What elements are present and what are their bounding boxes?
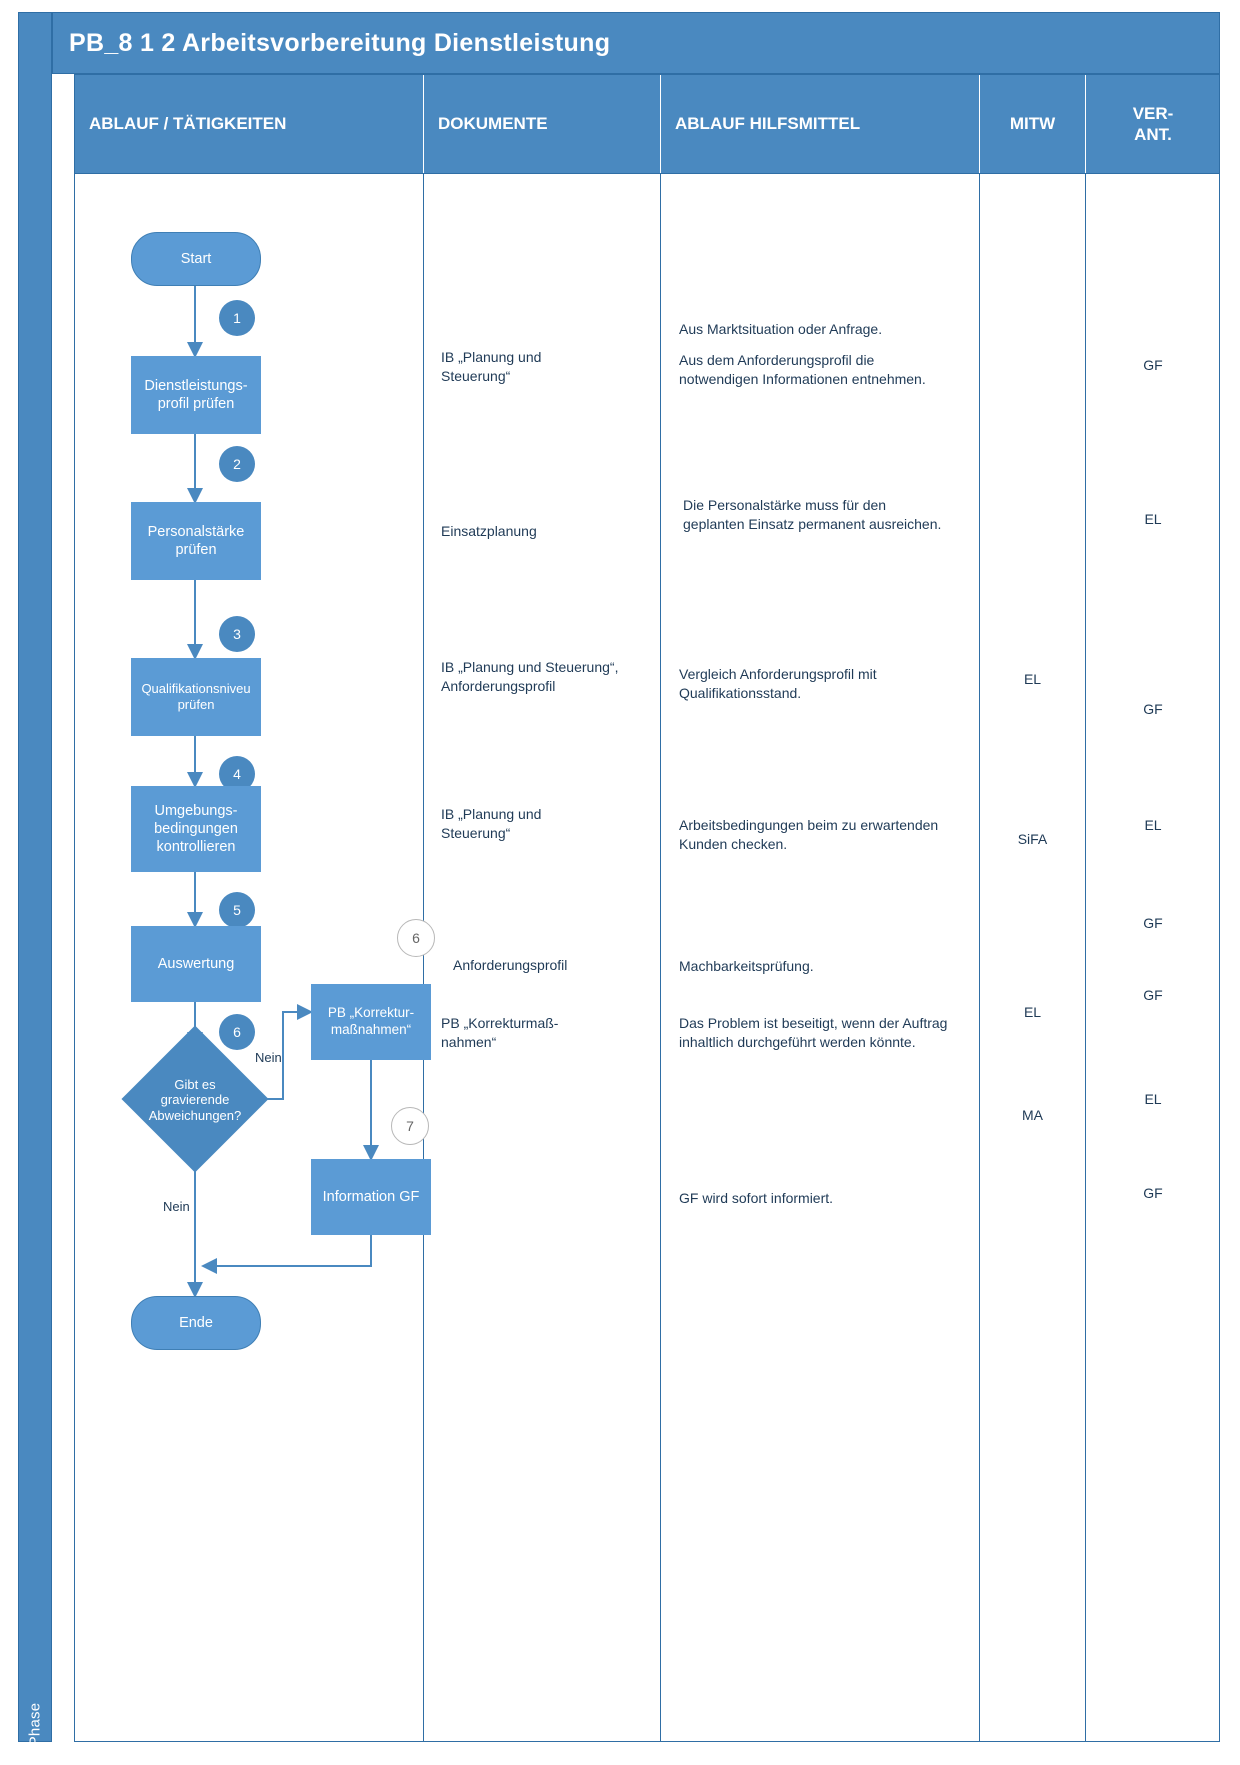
dokumente-cell-6-line1: PB „Korrekturmaß- (441, 1015, 559, 1031)
mitw-cell-6: EL (1023, 1004, 1042, 1020)
flow-node-information-gf[interactable]: Information GF (311, 1159, 431, 1235)
dokumente-cell-4-line2: Steuerung“ (441, 824, 511, 841)
column-header-verant-line1: VER- (1132, 103, 1174, 123)
hilfsmittel-cell-5: Machbarkeitsprüfung. (679, 958, 814, 974)
mitw-cell-4: SiFA (1017, 831, 1048, 847)
dokumente-cell-3-line2: Anforderungsprofil (441, 677, 556, 694)
dokumente-cell-4 (441, 805, 641, 843)
column-header-dokumente: DOKUMENTE (438, 114, 548, 133)
diagram-page (18, 12, 1220, 1747)
flow-node-line-1: PB „Korrektur- (327, 1005, 415, 1021)
dokumente-cell-1-line1: IB „Planung und (441, 349, 542, 365)
column-header-verant (1086, 75, 1220, 173)
flow-node-line-1: Personalstärke (147, 523, 245, 540)
flow-decision-line-1: Gibt es (174, 1076, 216, 1092)
flow-node-line-2: maßnahmen“ (330, 1022, 412, 1037)
hilfsmittel-cell-3: Vergleich Anforderungsprofil mit Qualifikationsstand. (679, 666, 877, 701)
column-divider-4 (1085, 174, 1086, 1741)
verant-cell-1: GF (1143, 357, 1163, 373)
verant-cell-7: GF (1143, 1185, 1163, 1201)
hilfsmittel-cell-1b: Aus dem Anforderungsprofil die notwendigen Informationen entnehmen. (679, 352, 926, 387)
phase-band (18, 12, 52, 1747)
edge-label-nein-bottom: Nein (163, 1199, 190, 1214)
hilfsmittel-cell-1a: Aus Marktsituation oder Anfrage. (679, 321, 883, 337)
dokumente-cell-1-line2: Steuerung“ (441, 367, 511, 384)
verant-cell-2: EL (1144, 511, 1162, 527)
step-badge-4: 4 (219, 756, 255, 792)
flow-node-line-2: prüfen (177, 697, 215, 712)
hilfsmittel-cell-6: Das Problem ist beseitigt, wenn der Auftrag inhaltlich durchgeführt werden könnte. (679, 1015, 948, 1050)
flow-decision-line-3: Abweichungen? (148, 1107, 242, 1123)
document-title-bar (52, 12, 1220, 74)
dokumente-cell-3 (441, 658, 651, 696)
dokumente-cell-6-line2: nahmen“ (441, 1033, 497, 1050)
verant-cell-6: GF (1143, 987, 1163, 1003)
verant-cell-4: EL (1144, 817, 1162, 833)
flow-node-personalstaerke-pruefen[interactable] (131, 502, 261, 580)
diagram-body (74, 174, 1220, 1742)
flow-node-line-1: Qualifikationsniveu (141, 680, 251, 696)
step-badge-6-hollow: 6 (397, 919, 435, 957)
step-badge-6: 6 (219, 1014, 255, 1050)
column-header-mitw: MITW (1009, 114, 1056, 133)
flow-node-pb-korrekturmassnahmen[interactable] (311, 984, 431, 1060)
column-header-ablauf: ABLAUF / TÄTIGKEITEN (89, 114, 287, 133)
flow-node-line-2: profil prüfen (157, 396, 235, 412)
phase-label: Phase (26, 1702, 44, 1747)
flow-node-line-2: bedingungen (154, 820, 238, 837)
step-badge-7-hollow: 7 (391, 1107, 429, 1145)
column-divider-2 (660, 174, 661, 1741)
flow-node-dienstleistungsprofil-pruefen[interactable] (131, 356, 261, 434)
flow-node-ende[interactable]: Ende (131, 1296, 261, 1350)
step-badge-2: 2 (219, 446, 255, 482)
verant-cell-3: GF (1143, 701, 1163, 717)
flow-node-start[interactable]: Start (131, 232, 261, 286)
verant-cell-5: GF (1143, 915, 1163, 931)
step-badge-1: 1 (219, 300, 255, 336)
step-badge-3: 3 (219, 616, 255, 652)
dokumente-cell-1 (441, 348, 641, 386)
column-header-verant-line2: ANT. (1134, 125, 1172, 144)
column-header-hilfsmittel: ABLAUF HILFSMITTEL (675, 114, 861, 133)
hilfsmittel-cell-7: GF wird sofort informiert. (679, 1190, 834, 1206)
dokumente-cell-5: Anforderungsprofil (453, 957, 568, 973)
mitw-cell-3: EL (1023, 671, 1042, 687)
flow-node-line-2: prüfen (175, 542, 217, 558)
flow-node-umgebungsbedingungen-kontrollieren[interactable] (131, 786, 261, 872)
hilfsmittel-cell-4: Arbeitsbedingungen beim zu erwartenden Kunden checken. (679, 817, 939, 852)
verant-cell-6b: EL (1144, 1091, 1162, 1107)
flow-node-qualifikationsniveau-pruefen[interactable] (131, 658, 261, 736)
dokumente-cell-6 (441, 1014, 641, 1052)
dokumente-cell-4-line1: IB „Planung und (441, 806, 542, 822)
dokumente-cell-3-line1: IB „Planung und Steuerung“, (441, 659, 619, 675)
flow-node-line-3: kontrollieren (156, 839, 236, 856)
mitw-cell-6b: MA (1022, 1107, 1043, 1123)
flow-decision-line-2: gravierende (160, 1092, 230, 1108)
column-divider-3 (979, 174, 980, 1741)
flow-node-line-1: Dienstleistungs- (144, 377, 248, 394)
step-badge-5: 5 (219, 892, 255, 928)
flow-node-auswertung[interactable]: Auswertung (131, 926, 261, 1002)
dokumente-cell-2: Einsatzplanung (441, 523, 537, 539)
page-title: PB_8 1 2 Arbeitsvorbereitung Dienstleistung (69, 29, 611, 57)
flow-decision-label (131, 1062, 259, 1138)
column-divider-1 (423, 174, 424, 1741)
column-header-row (74, 74, 1220, 174)
flow-node-line-1: Umgebungs- (154, 802, 238, 819)
edge-label-nein-right: Nein (255, 1050, 282, 1065)
hilfsmittel-cell-2: Die Personalstärke muss für den geplanten Einsatz permanent ausreichen. (683, 497, 942, 532)
